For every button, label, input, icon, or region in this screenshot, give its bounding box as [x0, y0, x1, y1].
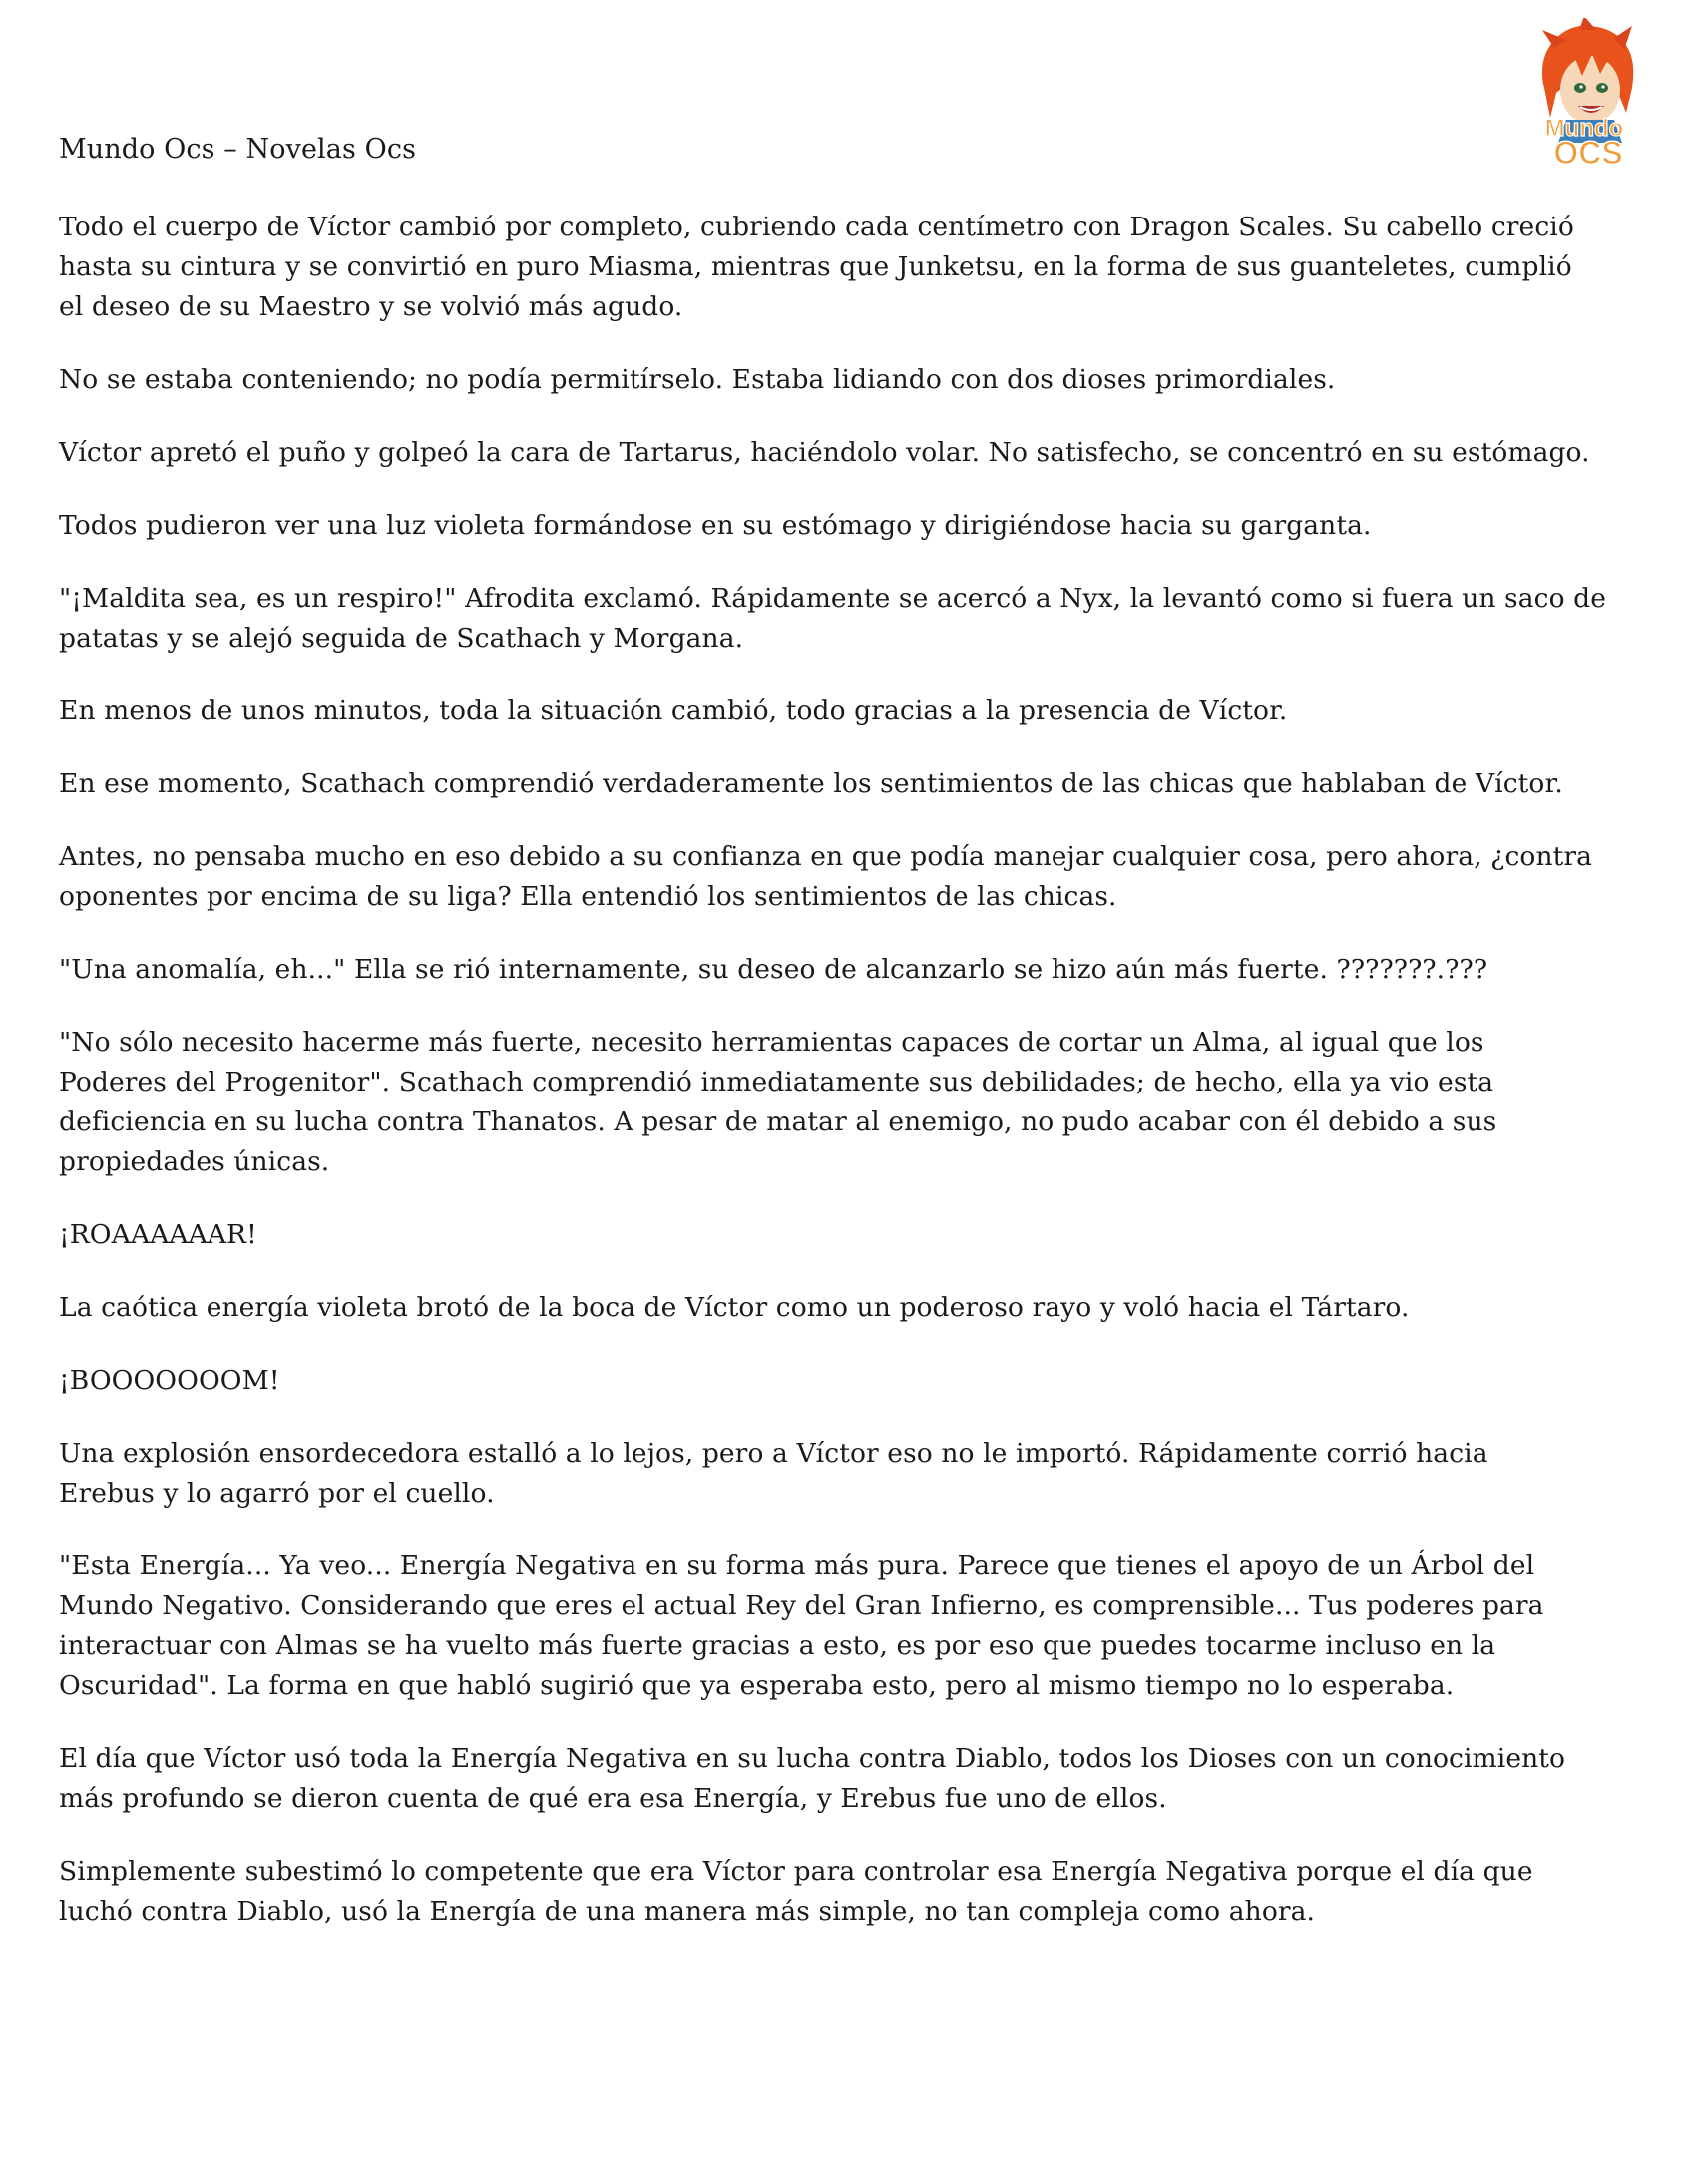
paragraph-line: "Esta Energía... Ya veo... Energía Negativa en su forma más pura. Parece que tienes el apoyo de un Árbol del [59, 1550, 1535, 1581]
paragraph-line: ¡BOOOOOOOM! [59, 1365, 280, 1396]
mundo-ocs-logo [1504, 18, 1664, 178]
paragraph-line: interactuar con Almas se ha vuelto más fuerte gracias a esto, es por eso que puedes tocarme incluso en la [59, 1630, 1496, 1661]
paragraph-line: el deseo de su Maestro y se volvió más agudo. [59, 291, 683, 322]
paragraph-line: Oscuridad". La forma en que habló sugirió que ya esperaba esto, pero al mismo tiempo no lo esperaba. [59, 1670, 1455, 1701]
paragraph-line: En menos de unos minutos, toda la situación cambió, todo gracias a la presencia de Víctor. [59, 695, 1288, 726]
paragraph-line: Todos pudieron ver una luz violeta formándose en su estómago y dirigiéndose hacia su garganta. [59, 510, 1372, 541]
paragraph-line: ¡ROAAAAAAR! [59, 1219, 257, 1250]
paragraph [59, 579, 1655, 658]
paragraph [59, 360, 1655, 400]
paragraph-line: Mundo Negativo. Considerando que eres el actual Rey del Gran Infierno, es comprensible... Tus poderes para [59, 1590, 1544, 1621]
paragraph [59, 764, 1655, 804]
paragraph-line: "¡Maldita sea, es un respiro!" Afrodita exclamó. Rápidamente se acercó a Nyx, la levantó como si fuera un saco de [59, 583, 1607, 614]
paragraph-line: Una explosión ensordecedora estalló a lo lejos, pero a Víctor eso no le importó. Rápidamente corrió hacia [59, 1438, 1488, 1469]
paragraph-line: "Una anomalía, eh..." Ella se rió internamente, su deseo de alcanzarlo se hizo aún más fuerte. ???????.??? [59, 954, 1488, 985]
paragraph [59, 506, 1655, 546]
paragraph-line: Erebus y lo agarró por el cuello. [59, 1478, 495, 1509]
paragraph-line: luchó contra Diablo, usó la Energía de una manera más simple, no tan compleja como ahora. [59, 1896, 1316, 1927]
paragraph-line: En ese momento, Scathach comprendió verdaderamente los sentimientos de las chicas que hablaban de Víctor. [59, 768, 1563, 799]
paragraph [59, 1288, 1655, 1328]
paragraph [59, 1023, 1655, 1182]
logo-text-line1: Mundo [1544, 115, 1624, 142]
paragraph-line: "No sólo necesito hacerme más fuerte, necesito herramientas capaces de cortar un Alma, al igual que los [59, 1027, 1484, 1058]
paragraph [59, 1546, 1655, 1706]
paragraph [59, 1434, 1655, 1514]
paragraph-line: Todo el cuerpo de Víctor cambió por completo, cubriendo cada centímetro con Dragon Scales. Su cabello creció [59, 212, 1574, 242]
paragraph [59, 433, 1655, 473]
paragraph [59, 1852, 1655, 1932]
paragraph-line: El día que Víctor usó toda la Energía Negativa en su lucha contra Diablo, todos los Dioses con un conocimiento [59, 1743, 1566, 1774]
paragraph [59, 950, 1655, 990]
paragraph [59, 208, 1655, 327]
paragraph-line: patatas y se alejó seguida de Scathach y Morgana. [59, 623, 744, 654]
paragraph-line: Simplemente subestimó lo competente que era Víctor para controlar esa Energía Negativa porque el día que [59, 1856, 1533, 1887]
paragraph [59, 691, 1655, 731]
paragraph-line: oponentes por encima de su liga? Ella entendió los sentimientos de las chicas. [59, 881, 1117, 912]
paragraph-line: más profundo se dieron cuenta de qué era esa Energía, y Erebus fue uno de ellos. [59, 1783, 1167, 1814]
paragraph-line: La caótica energía violeta brotó de la boca de Víctor como un poderoso rayo y voló hacia el Tártaro. [59, 1292, 1410, 1323]
paragraph-line: deficiencia en su lucha contra Thanatos. A pesar de matar al enemigo, no pudo acabar con él debido a sus [59, 1106, 1497, 1137]
paragraph-line: hasta su cintura y se convirtió en puro Miasma, mientras que Junketsu, en la forma de sus guanteletes, cumplió [59, 251, 1572, 282]
logo-text-line2: OCS [1553, 135, 1623, 171]
paragraph-line: Poderes del Progenitor". Scathach comprendió inmediatamente sus debilidades; de hecho, ella ya vio esta [59, 1067, 1494, 1097]
paragraph-line: Víctor apretó el puño y golpeó la cara de Tartarus, haciéndolo volar. No satisfecho, se concentró en su estómago. [59, 437, 1590, 468]
document-header: Mundo Ocs – Novelas Ocs [59, 134, 417, 165]
paragraph [59, 1361, 1655, 1401]
paragraph-line: No se estaba conteniendo; no podía permitírselo. Estaba lidiando con dos dioses primordiales. [59, 364, 1336, 395]
document-body [59, 208, 1655, 1965]
paragraph [59, 837, 1655, 917]
paragraph-line: Antes, no pensaba mucho en eso debido a su confianza en que podía manejar cualquier cosa, pero ahora, ¿contra [59, 841, 1593, 872]
paragraph [59, 1739, 1655, 1819]
paragraph-line: propiedades únicas. [59, 1146, 330, 1177]
paragraph [59, 1215, 1655, 1255]
